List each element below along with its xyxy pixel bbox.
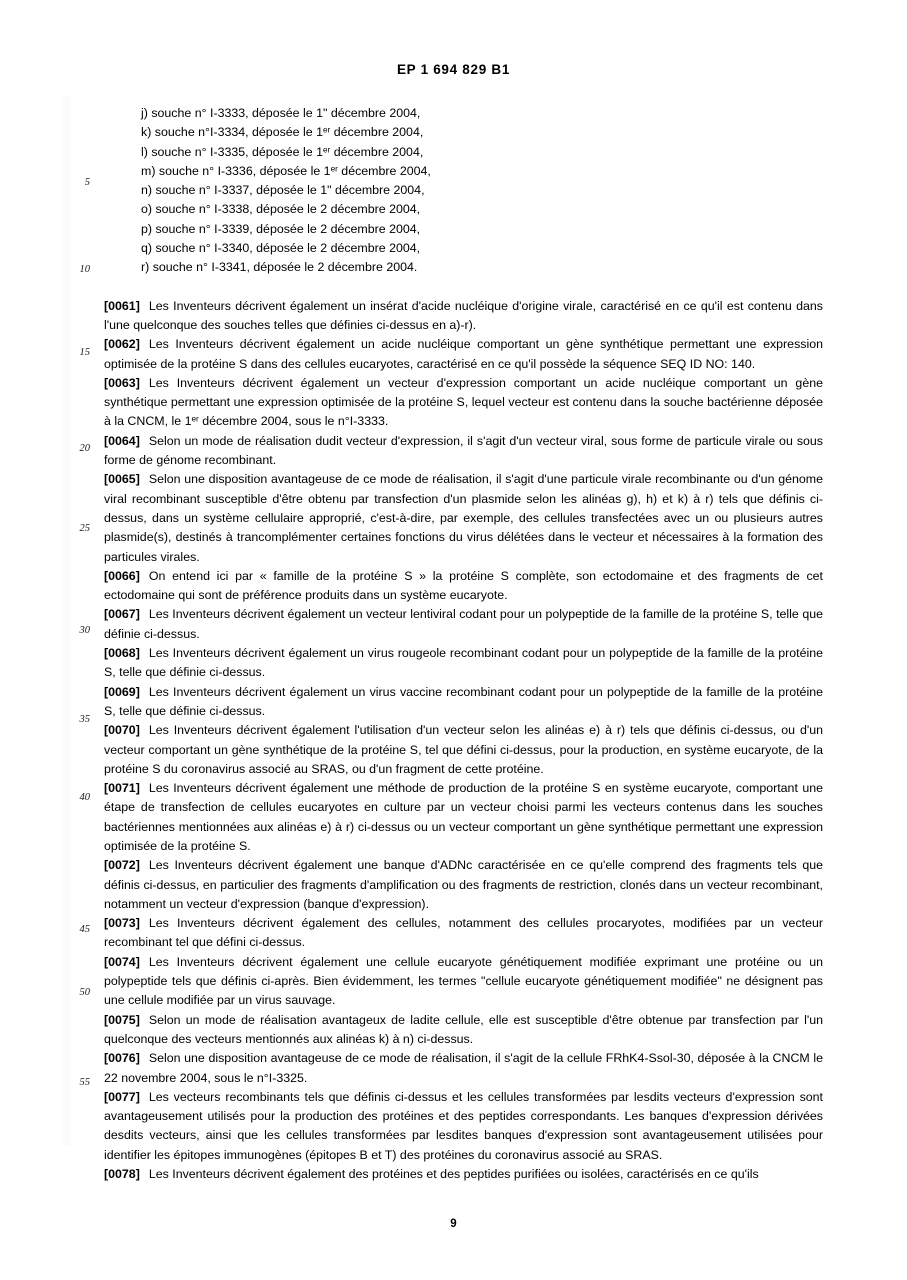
numbered-paragraph <box>104 432 823 471</box>
numbered-paragraph <box>104 605 823 644</box>
line-number: 40 <box>79 792 90 803</box>
paragraph-number: [0062] <box>104 337 140 352</box>
deposit-list-item: k) souche n°I-3334, déposée le 1er décembre 2004, <box>141 125 424 140</box>
paragraph-text: Les Inventeurs décrivent également une méthode de production de la protéine S en système eucaryote, comportant une étape de transfection de cellules eucaryotes en culture par un vecteur choisi parmi les vecteurs contenus dans les souches bactériennes mentionnées aux alinéas e) à r) ci-dessus ou un vecteur comportant un gène synthétique permettant une expression optimisée de la protéine S. <box>104 781 823 853</box>
scan-edge-shading <box>62 96 71 1146</box>
paragraph-number: [0075] <box>104 1012 140 1027</box>
deposit-list-item: r) souche n° I-3341, déposée le 2 décembre 2004. <box>141 260 418 275</box>
line-number: 35 <box>79 714 90 725</box>
page-title: EP 1 694 829 B1 <box>396 62 511 77</box>
numbered-paragraph <box>104 856 823 914</box>
numbered-paragraph <box>104 470 823 566</box>
paragraph-text: Les Inventeurs décrivent également une banque d'ADNc caractérisée en ce qu'elle comprend des fragments tels que définis ci-dessus, en particulier des fragments d'amplification ou des fragments de restriction, clonés dans un vecteur recombinant, notamment un vecteur d'expression (banque d'expression). <box>104 858 823 911</box>
paragraph-number: [0067] <box>104 607 140 622</box>
paragraph-text: Selon une disposition avantageuse de ce mode de réalisation, il s'agit d'une particule virale recombinante ou d'un génome viral recombinant susceptible d'être obtenu par transfection d'un plasmide selon les alinéas g), h) et k) à r) tels que définis ci-dessus, dans un système cellulaire approprié, c'est-à-dire, par exemple, des cellules transfectées avec un ou plusieurs autres plasmide(s), destinés à trancomplémenter certaines fonctions du virus délétées dans le vecteur et nécessaires à la formation des particules virales. <box>104 472 823 564</box>
paragraph-text: Les Inventeurs décrivent également un insérat d'acide nucléique d'origine virale, caractérisé en ce qu'il est contenu dans l'une quelconque des souches telles que définies ci-dessus en a)-r). <box>104 298 823 332</box>
numbered-paragraph <box>104 779 823 856</box>
numbered-paragraph <box>104 374 823 432</box>
paragraph-text: Les Inventeurs décrivent également un vecteur d'expression comportant un acide nucléique comportant un gène synthétique permettant une expression optimisée de la protéine S, lequel vecteur est contenu dans la souche bactérienne déposée à la CNCM, le 1er décembre 2004, sous le n°I-3333. <box>104 375 823 429</box>
numbered-paragraph <box>104 1165 823 1184</box>
paragraph-block <box>104 297 823 1185</box>
line-number: 10 <box>79 264 90 275</box>
paragraph-number: [0072] <box>104 858 140 873</box>
paragraph-text: Les Inventeurs décrivent également des cellules, notamment des cellules procaryotes, modifiées par un vecteur recombinant tel que défini ci-dessus. <box>104 916 823 950</box>
paragraph-number: [0070] <box>104 723 140 738</box>
paragraph-number: [0064] <box>104 433 140 448</box>
paragraph-text: Les Inventeurs décrivent également un acide nucléique comportant un gène synthétique permettant une expression optimisée de la protéine S dans des cellules eucaryotes, caractérisé en ce qu'il possède la séquence SEQ ID NO: 140. <box>104 337 823 371</box>
line-number: 30 <box>79 625 90 636</box>
ordinal-suffix: er <box>323 145 331 155</box>
paragraph-text: Selon un mode de réalisation dudit vecteur d'expression, il s'agit d'un vecteur viral, sous forme de particule virale ou sous forme de génome recombinant. <box>104 433 823 468</box>
deposit-list-item: j) souche n° I-3333, déposée le 1" décembre 2004, <box>141 106 421 120</box>
paragraph-text: Les Inventeurs décrivent également l'utilisation d'un vecteur selon les alinéas e) à r) tels que définis ci-dessus, ou d'un vecteur comportant un gène synthétique de la protéine S, tel que défini ci-dessus, pour la production, en système eucaryote, de la protéine S du coronavirus associé au SRAS, ou d'un fragment de cette protéine. <box>104 723 823 776</box>
paragraph-text: Les vecteurs recombinants tels que définis ci-dessus et les cellules transformées par lesdits vecteurs d'expression sont avantageusement utilisés pour la production des protéines et des peptides correspondants. Les banques d'expression dérivées desdits vecteurs, ainsi que les cellules transformées par lesdites banques d'expression sont avantageusement utilisées pour identifier les épitopes immunogènes (épitopes B et T) des protéines du coronavirus associé au SRAS. <box>104 1089 823 1162</box>
line-number: 50 <box>79 987 90 998</box>
paragraph-number: [0078] <box>104 1167 140 1182</box>
ordinal-suffix: er <box>191 415 199 425</box>
numbered-paragraph <box>104 1011 823 1050</box>
numbered-paragraph <box>104 914 823 953</box>
paragraph-text: Selon un mode de réalisation avantageux de ladite cellule, elle est susceptible d'être obtenue par transfection par l'un quelconque des vecteurs mentionnés aux alinéas k) à n) ci-dessus. <box>104 1012 823 1046</box>
paragraph-number: [0065] <box>104 472 140 487</box>
paragraph-text: Les Inventeurs décrivent également une cellule eucaryote génétiquement modifiée exprimant une protéine ou un polypeptide tels que définis ci-après. Bien évidemment, les termes "cellule eucaryote génétiquement modifiée" ne désignent pas une cellule modifiée par un virus sauvage. <box>104 954 823 1008</box>
list-paragraph-gap <box>104 278 823 297</box>
paragraph-number: [0068] <box>104 646 140 661</box>
numbered-paragraph <box>104 335 823 374</box>
deposit-list-item: m) souche n° I-3336, déposée le 1er décembre 2004, <box>141 163 431 178</box>
deposit-list-item: o) souche n° I-3338, déposée le 2 décembre 2004, <box>141 202 421 217</box>
paragraph-text: Les Inventeurs décrivent également un virus vaccine recombinant codant pour un polypeptide de la famille de la protéine S, telle que définie ci-dessus. <box>104 684 823 718</box>
deposit-list-item: q) souche n° I-3340, déposée le 2 décembre 2004, <box>141 241 421 256</box>
ordinal-suffix: er <box>330 164 338 174</box>
paragraph-number: [0063] <box>104 375 140 390</box>
paragraph-number: [0066] <box>104 568 140 583</box>
paragraph-number: [0074] <box>104 954 140 969</box>
numbered-paragraph <box>104 644 823 683</box>
paragraph-number: [0071] <box>104 781 140 796</box>
numbered-paragraph <box>104 683 823 722</box>
numbered-paragraph <box>104 953 823 1011</box>
deposit-list-item: n) souche n° I-3337, déposée le 1" décembre 2004, <box>141 183 425 198</box>
numbered-paragraph <box>104 721 823 779</box>
ordinal-suffix: er <box>323 125 331 135</box>
numbered-paragraph <box>104 1049 823 1088</box>
line-number: 25 <box>79 523 90 534</box>
paragraph-number: [0077] <box>104 1089 140 1104</box>
deposit-list-item: l) souche n° I-3335, déposée le 1er décembre 2004, <box>141 144 424 159</box>
numbered-paragraph <box>104 1088 823 1165</box>
numbered-paragraph <box>104 567 823 606</box>
paragraph-text: Les Inventeurs décrivent également un vecteur lentiviral codant pour un polypeptide de la famille de la protéine S, telle que définie ci-dessus. <box>104 607 823 641</box>
line-number: 45 <box>79 924 90 935</box>
deposit-list-item: p) souche n° I-3339, déposée le 2 décembre 2004, <box>141 221 421 236</box>
deposit-strain-list <box>104 104 823 278</box>
paragraph-number: [0076] <box>104 1051 140 1066</box>
line-number: 20 <box>79 443 90 454</box>
paragraph-number: [0073] <box>104 916 140 931</box>
paragraph-number: [0069] <box>104 684 140 699</box>
line-number: 15 <box>79 347 90 358</box>
line-number: 55 <box>79 1077 90 1088</box>
page-number: 9 <box>450 1218 457 1230</box>
paragraph-text: Les Inventeurs décrivent également un virus rougeole recombinant codant pour un polypeptide de la famille de la protéine S, telle que définie ci-dessus. <box>104 646 823 680</box>
paragraph-text: On entend ici par « famille de la protéine S » la protéine S complète, son ectodomaine et des fragments de cet ectodomaine qui sont de préférence produits dans un système eucaryote. <box>104 568 823 603</box>
paragraph-number: [0061] <box>104 298 140 313</box>
line-number-gutter <box>0 0 104 1280</box>
numbered-paragraph <box>104 297 823 336</box>
text-column <box>104 104 823 1184</box>
paragraph-text: Selon une disposition avantageuse de ce mode de réalisation, il s'agit de la cellule FRhK4-Ssol-30, déposée à la CNCM le 22 novembre 2004, sous le n°I-3325. <box>104 1051 823 1085</box>
line-number: 5 <box>84 177 90 188</box>
paragraph-text: Les Inventeurs décrivent également des protéines et des peptides purifiées ou isolées, caractérisés en ce qu'ils <box>148 1167 759 1182</box>
